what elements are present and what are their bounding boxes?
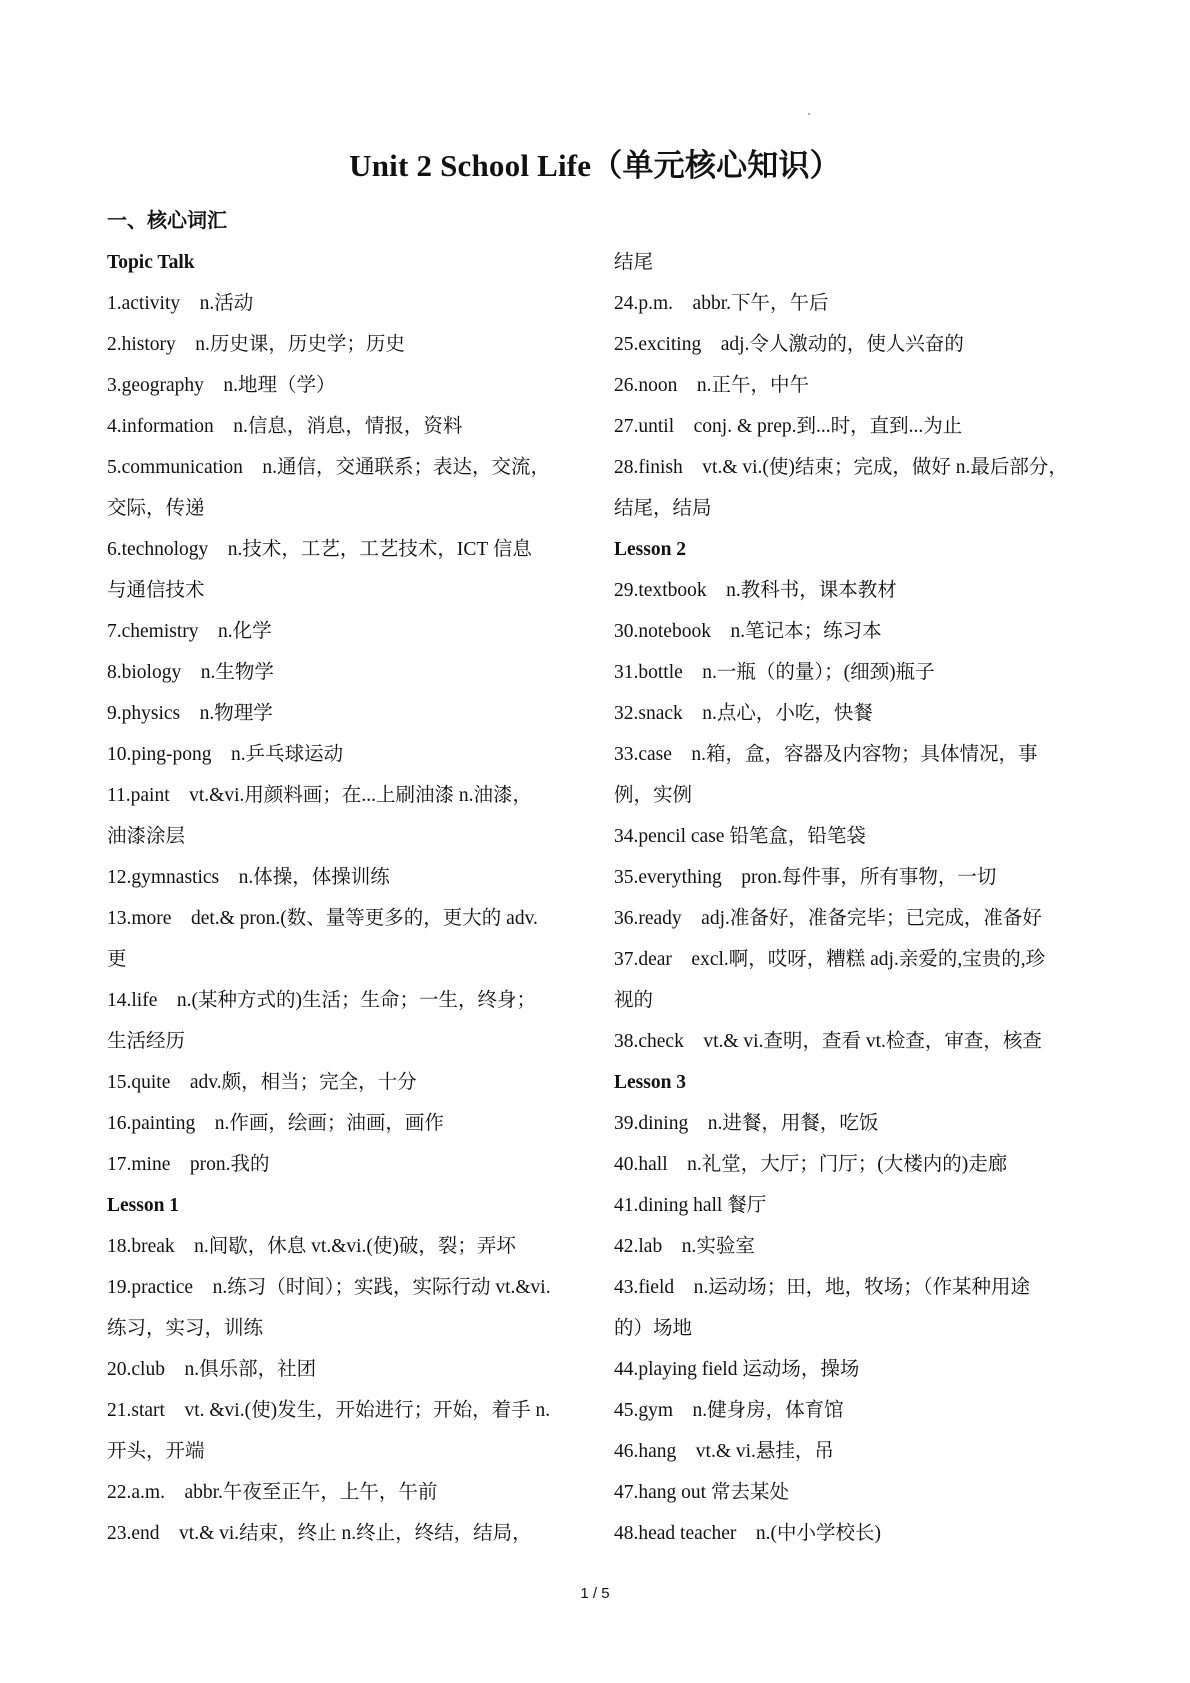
vocab-entry: 2.history n.历史课，历史学；历史 <box>107 334 405 355</box>
vocab-entry: 46.hang vt.& vi.悬挂，吊 <box>614 1441 834 1462</box>
vocab-entry: 17.mine pron.我的 <box>107 1154 270 1175</box>
vocabulary-column-left <box>107 242 582 1554</box>
vocab-entry: 18.break n.间歇，休息 vt.&vi.(使)破，裂；弄坏 <box>107 1236 516 1257</box>
vocab-entry: 22.a.m. abbr.午夜至正午，上午，午前 <box>107 1482 438 1503</box>
vocab-entry: 39.dining n.进餐，用餐，吃饭 <box>614 1113 879 1134</box>
vocab-entry: 28.finish vt.& vi.(使)结束；完成，做好 n.最后部分， <box>614 457 1068 478</box>
vocab-entry: 27.until conj. & prep.到...时，直到...为止 <box>614 416 963 437</box>
vocab-entry: 21.start vt. &vi.(使)发生，开始进行；开始，着手 n. <box>107 1400 551 1421</box>
vocab-entry: 38.check vt.& vi.查明，查看 vt.检查，审查，核查 <box>614 1031 1042 1052</box>
vocab-entry-continuation: 结尾，结局 <box>614 498 712 519</box>
vocab-entry: 7.chemistry n.化学 <box>107 621 272 642</box>
vocab-entry: 23.end vt.& vi.结束，终止 n.终止，终结，结局， <box>107 1523 532 1544</box>
vocab-entry: 6.technology n.技术，工艺，工艺技术，ICT 信息 <box>107 539 532 560</box>
document-title: Unit 2 School Life（单元核心知识） <box>349 148 841 183</box>
vocab-entry-continuation: 例，实例 <box>614 785 693 806</box>
vocab-entry: 15.quite adv.颇，相当；完全，十分 <box>107 1072 417 1093</box>
vocab-entry-continuation: 开头，开端 <box>107 1441 205 1462</box>
vocab-entry: 19.practice n.练习（时间）；实践，实际行动 vt.&vi. <box>107 1277 551 1298</box>
vocab-entry-continuation: 与通信技术 <box>107 580 205 601</box>
page-speck <box>808 113 810 115</box>
vocab-entry: 44.playing field 运动场，操场 <box>614 1359 860 1380</box>
vocab-entry: 3.geography n.地理（学） <box>107 375 336 396</box>
vocab-entry: 8.biology n.生物学 <box>107 662 274 683</box>
vocab-entry-continuation: 生活经历 <box>107 1031 186 1052</box>
vocab-entry: 1.activity n.活动 <box>107 293 254 314</box>
vocab-entry: 32.snack n.点心，小吃，快餐 <box>614 703 873 724</box>
vocab-entry: 45.gym n.健身房，体育馆 <box>614 1400 844 1421</box>
vocab-entry: 4.information n.信息，消息，情报，资料 <box>107 416 463 437</box>
vocab-entry: 29.textbook n.教科书，课本教材 <box>614 580 897 601</box>
vocab-entry: 42.lab n.实验室 <box>614 1236 755 1257</box>
lesson-heading: Lesson 1 <box>107 1195 180 1216</box>
vocab-entry: 34.pencil case 铅笔盒，铅笔袋 <box>614 826 866 847</box>
vocab-entry: 13.more det.& pron.(数、量等更多的，更大的 adv. <box>107 908 538 929</box>
vocab-entry: 24.p.m. abbr.下午，午后 <box>614 293 829 314</box>
vocab-entry: 16.painting n.作画，绘画；油画，画作 <box>107 1113 444 1134</box>
vocab-entry: 47.hang out 常去某处 <box>614 1482 789 1503</box>
lesson-heading: Lesson 2 <box>614 539 687 560</box>
vocab-entry: 20.club n.俱乐部，社团 <box>107 1359 317 1380</box>
vocab-entry: 31.bottle n.一瓶（的量）；(细颈)瓶子 <box>614 662 935 683</box>
vocab-entry-continuation: 油漆涂层 <box>107 826 186 847</box>
page-number: 1 / 5 <box>580 1585 610 1602</box>
vocab-entry: 43.field n.运动场；田，地，牧场；（作某种用途 <box>614 1277 1030 1298</box>
vocab-entry: 14.life n.(某种方式的)生活；生命；一生，终身； <box>107 990 536 1011</box>
vocab-entry: 10.ping-pong n.乒乓球运动 <box>107 744 344 765</box>
vocab-entry: 9.physics n.物理学 <box>107 703 273 724</box>
vocab-entry-continuation: 练习，实习，训练 <box>107 1318 264 1339</box>
vocab-entry: 36.ready adj.准备好，准备完毕；已完成，准备好 <box>614 908 1042 929</box>
vocabulary-column-right <box>614 242 1089 1554</box>
vocab-entry: 37.dear excl.啊，哎呀，糟糕 adj.亲爱的,宝贵的,珍 <box>614 949 1046 970</box>
vocab-entry-continuation: 视的 <box>614 990 654 1011</box>
vocab-entry: 11.paint vt.&vi.用颜料画；在...上刷油漆 n.油漆， <box>107 785 533 806</box>
vocab-entry: 40.hall n.礼堂，大厅；门厅；(大楼内的)走廊 <box>614 1154 1008 1175</box>
vocab-entry-continuation: 的）场地 <box>614 1318 693 1339</box>
vocab-entry: 35.everything pron.每件事，所有事物，一切 <box>614 867 997 888</box>
vocab-entry: 25.exciting adj.令人激动的，使人兴奋的 <box>614 334 964 355</box>
lesson-heading: Topic Talk <box>107 252 195 273</box>
vocab-entry: 12.gymnastics n.体操，体操训练 <box>107 867 390 888</box>
vocab-entry: 48.head teacher n.(中小学校长) <box>614 1523 881 1544</box>
lesson-heading: Lesson 3 <box>614 1072 687 1093</box>
vocab-entry: 30.notebook n.笔记本；练习本 <box>614 621 882 642</box>
vocab-entry-continuation: 更 <box>107 949 127 970</box>
vocab-entry-continuation: 结尾 <box>614 252 654 273</box>
vocab-entry: 41.dining hall 餐厅 <box>614 1195 767 1216</box>
vocab-entry: 26.noon n.正午，中午 <box>614 375 810 396</box>
vocab-entry-continuation: 交际，传递 <box>107 498 205 519</box>
vocab-entry: 33.case n.箱，盒，容器及内容物；具体情况，事 <box>614 744 1038 765</box>
section-heading: 一、核心词汇 <box>107 208 227 232</box>
vocab-entry: 5.communication n.通信，交通联系；表达，交流， <box>107 457 551 478</box>
